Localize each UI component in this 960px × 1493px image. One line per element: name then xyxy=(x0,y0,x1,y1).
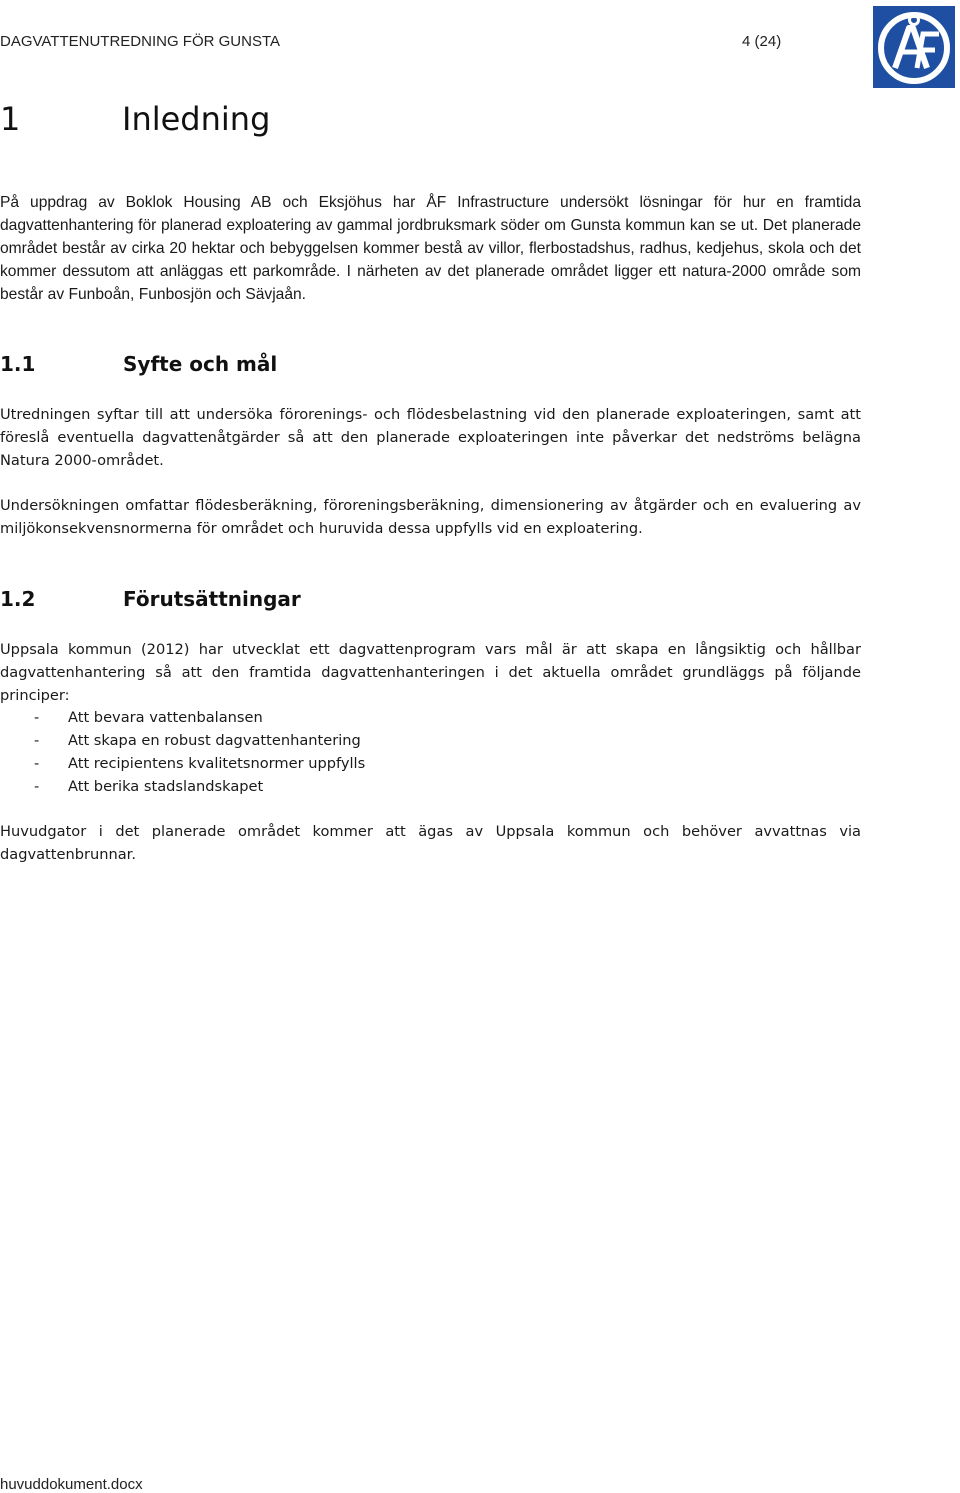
af-logo-icon xyxy=(873,6,955,88)
list-bullet: - xyxy=(34,755,40,772)
section-title: Förutsättningar xyxy=(123,587,301,611)
list-item-text: Att recipientens kvalitetsnormer uppfylls xyxy=(68,755,366,772)
prerequisites-paragraph: Uppsala kommun (2012) har utvecklat ett dagvattenprogram vars mål är att skapa en långsiktig och hållbar dagvattenhantering så att den framtida dagvattenhanteringen i det aktuella området grundläggs på följande principer: xyxy=(0,641,861,704)
section-title: Syfte och mål xyxy=(123,352,278,376)
section-number: 1 xyxy=(0,100,21,138)
page-number: 4 (24) xyxy=(742,33,782,50)
section-number: 1.1 xyxy=(0,352,36,376)
list-bullet: - xyxy=(34,732,40,749)
list-bullet: - xyxy=(34,778,40,795)
list-item-text: Att bevara vattenbalansen xyxy=(68,709,263,726)
section-1-1-heading xyxy=(0,352,400,380)
section-title: Inledning xyxy=(122,100,271,138)
intro-paragraph-part-a: På uppdrag av Boklok Housing AB och Eksjöhus har ÅF Infrastructure undersökt lösningar för hur en framtida dagvattenhantering för planerad exploatering av gammal jordbruksmark söder om Gunsta kommun kan se ut. xyxy=(0,194,861,234)
main-roads-paragraph: Huvudgator i det planerade området kommer att ägas av Uppsala kommun och behöver avvattnas via dagvattenbrunnar. xyxy=(0,823,861,863)
list-bullet: - xyxy=(34,709,40,726)
section-1-2-heading xyxy=(0,587,400,615)
document-title: DAGVATTENUTREDNING FÖR GUNSTA xyxy=(0,33,281,50)
section-number: 1.2 xyxy=(0,587,36,611)
scope-paragraph: Undersökningen omfattar flödesberäkning, föroreningsberäkning, dimensionering av åtgärder och en evaluering av miljökonsekvensnormerna för området och huruvida dessa uppfylls vid en exploatering. xyxy=(0,497,861,537)
footer-filename: huvuddokument.docx xyxy=(0,1476,143,1493)
intro-paragraph xyxy=(0,191,861,306)
list-item-text: Att skapa en robust dagvattenhantering xyxy=(68,732,361,749)
purpose-paragraph: Utredningen syftar till att undersöka förorenings- och flödesbelastning vid den planerade exploateringen, samt att föreslå eventuella dagvattenåtgärder så att den planerade exploateringen inte påverkar det nedströms belägna Natura 2000-området. xyxy=(0,406,861,469)
intro-paragraph-part-b: Det planerade området består av cirka 20 hektar och bebyggelsen kommer bestå av villor, flerbostadshus, radhus, kedjehus, skola och det kommer dessutom att anläggas ett parkområde. I närheten av det planerade området ligger ett natura-2000 område som består av Funboån, Funbosjön och Sävjaån. xyxy=(0,217,861,303)
list-item-text: Att berika stadslandskapet xyxy=(68,778,264,795)
